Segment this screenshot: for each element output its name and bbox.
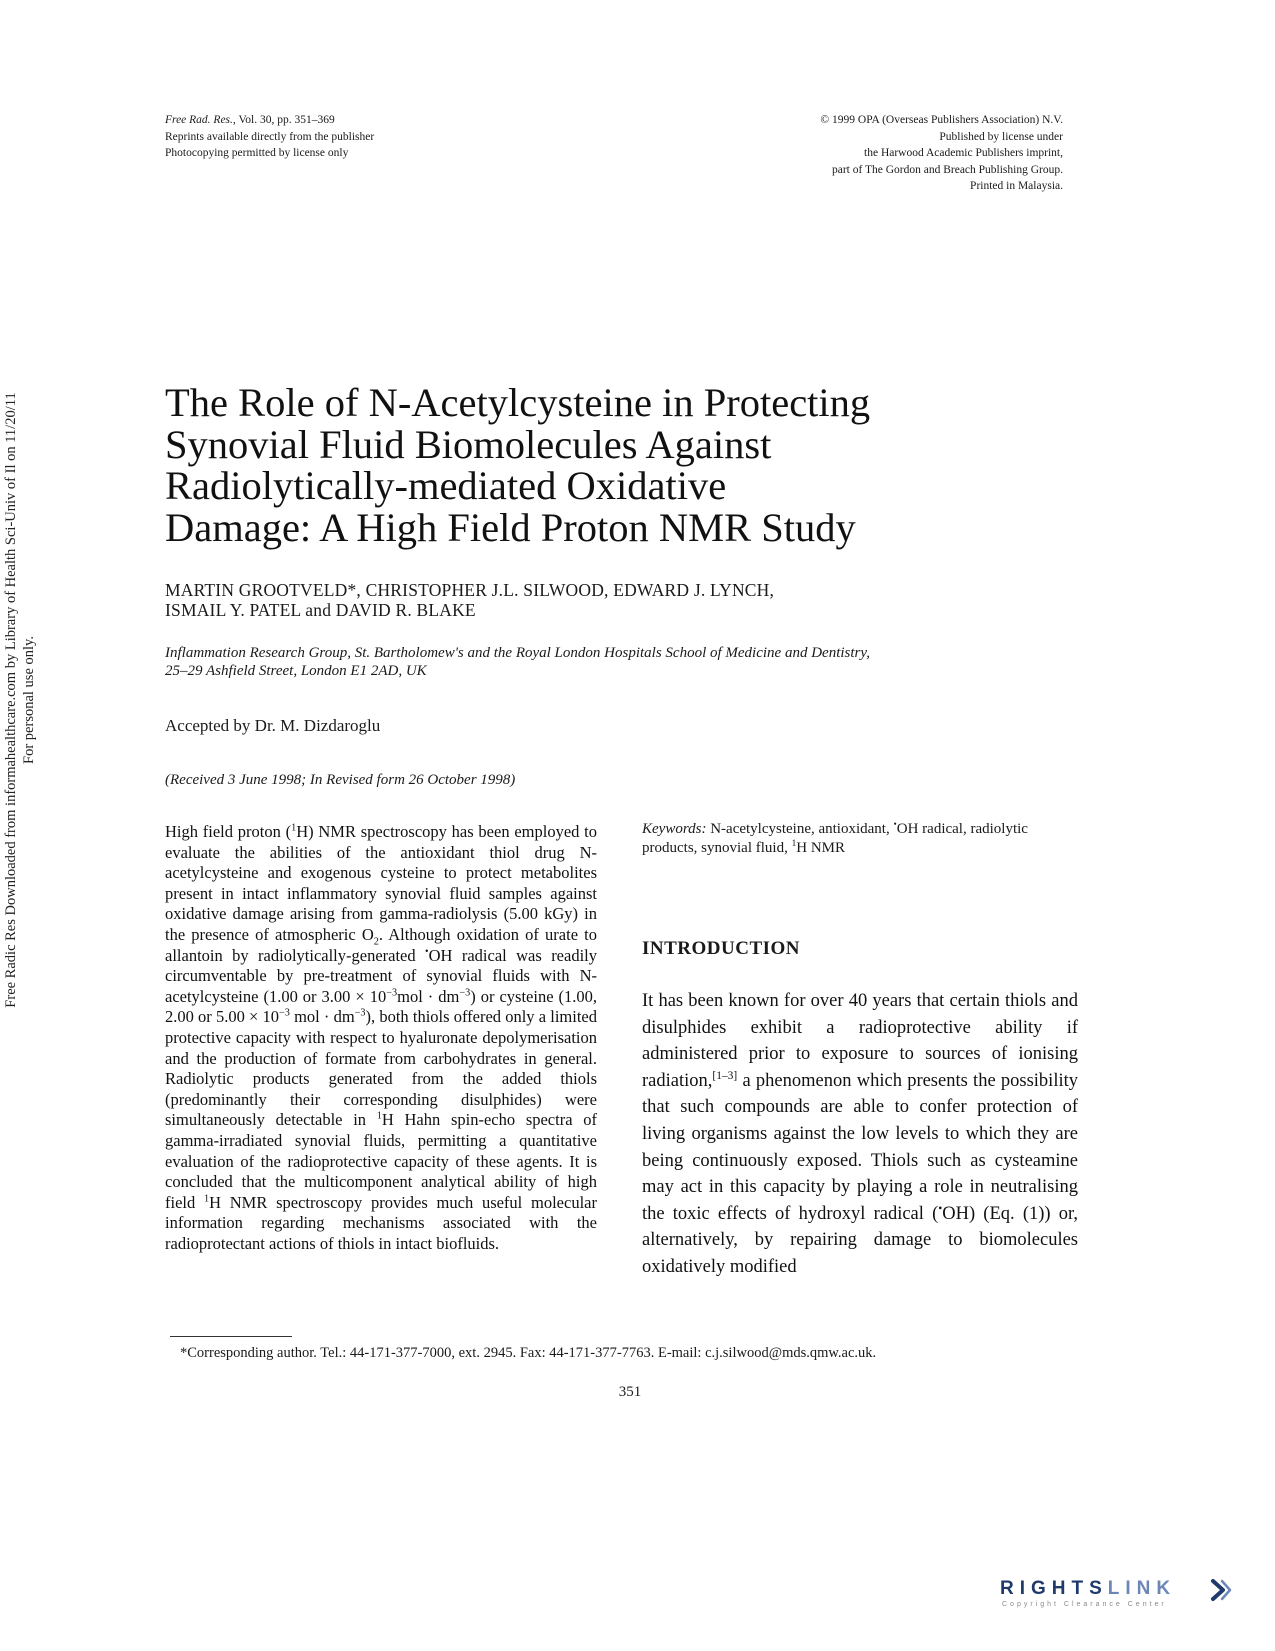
abstract-segment: H Hahn spin-echo spectra of gamma-irradiated synovial fluids, permitting a quantitative evaluation of the radioprotective capacity of these agents. It is concluded that the multicomponent analytical ability of high field: [165, 1110, 597, 1212]
section-heading-introduction: INTRODUCTION: [642, 938, 801, 959]
abstract-segment: OH radical was readily circumventable by pre-treatment of synovial fluids with N-acetylcysteine (1.00 or 3.00 × 10: [165, 945, 597, 1006]
superscript: −3: [279, 1007, 290, 1019]
copyright-block: [820, 112, 1063, 195]
intro-segment: OH) (Eq. (1)) or, alternatively, by repairing damage to biomolecules oxidatively modified: [642, 1203, 1079, 1277]
rightslink-arrow-icon: [1210, 1578, 1232, 1602]
abstract-segment: H NMR spectroscopy provides much useful molecular information regarding mechanisms associated with the radioprotectant actions of thiols in intact biofluids.: [165, 1192, 597, 1253]
title-line: Radiolytically-mediated Oxidative: [165, 463, 727, 508]
download-watermark: [2, 100, 46, 1300]
title-line: Synovial Fluid Biomolecules Against: [165, 421, 772, 467]
superscript: −3: [459, 987, 471, 999]
title-line: The Role of N-Acetylcysteine in Protecting: [165, 380, 871, 425]
corresponding-author-footnote: *Corresponding author. Tel.: 44-171-377-7000, ext. 2945. Fax: 44-171-377-7763. E-mail: c.j.silwood@mds.qmw.ac.uk.: [180, 1345, 877, 1361]
radical-dot: •: [893, 820, 897, 830]
abstract-text: [165, 822, 597, 1254]
download-watermark-line1: Free Radic Res Downloaded from informahealthcare.com by Library of Health Sci-Univ of Il on 11/20/11: [3, 392, 19, 1008]
superscript: −3: [386, 987, 398, 999]
printed-line: Printed in Malaysia.: [970, 180, 1063, 192]
intro-segment: a phenomenon which presents the possibility that such compounds are able to confer protection of living organisms against the low levels to which they are being continuously exposed. Thiols such as cysteamine may act in this capacity by playing a role in neutralising the toxic effects of hydroxyl radical (: [642, 1070, 1078, 1224]
abstract-segment: . Although oxidation of urate to allantoin by radiolytically-generated: [165, 924, 598, 965]
journal-name: Free Rad. Res.,: [165, 114, 236, 126]
logo-word-dark: RIGHTS: [1000, 1578, 1108, 1599]
superscript: 1: [791, 839, 797, 849]
keywords-label: Keywords:: [642, 821, 707, 837]
affiliation-line: 25–29 Ashfield Street, London E1 2AD, UK: [165, 663, 427, 679]
reprints-note: Reprints available directly from the publisher: [165, 130, 375, 143]
rightslink-logo[interactable]: [1000, 1578, 1232, 1618]
download-watermark-line2: For personal use only.: [21, 636, 37, 764]
abstract-segment: mol · dm: [289, 1007, 355, 1027]
title-line: Damage: A High Field Proton NMR Study: [165, 504, 856, 550]
intro-segment: It has been known for over 40 years that certain thiols and disulphides exhibit a radioprotective ability if administered prior to exposure to sources of ionising radiation,: [642, 991, 1078, 1091]
author-line: MARTIN GROOTVELD*, CHRISTOPHER J.L. SILWOOD, EDWARD J. LYNCH,: [165, 580, 775, 600]
abstract-segment: mol · dm: [397, 986, 460, 1006]
keywords-segment: N-acetylcysteine, antioxidant,: [706, 821, 894, 837]
keywords-segment: OH radical, radiolytic products, synovial fluid,: [642, 821, 1028, 856]
logo-word-light: LINK: [1107, 1578, 1177, 1599]
photocopy-note: Photocopying permitted by license only: [165, 147, 349, 159]
radical-dot: •: [425, 946, 429, 958]
superscript: 1: [203, 1193, 210, 1205]
citation-ref: [1–3]: [712, 1069, 738, 1082]
rightslink-wordmark: [1000, 1578, 1232, 1600]
page-number: 351: [618, 1384, 642, 1400]
author-list: [165, 580, 774, 620]
volume-pages: Vol. 30, pp. 351–369: [235, 114, 335, 126]
abstract-segment: H) NMR spectroscopy has been employed to evaluate the abilities of the antioxidant thiol drug N-acetylcysteine and exogenous cysteine to protect metabolites present in intact inflammatory synovial fluid samples against oxidative damage arising from gamma-radiolysis (5.00 kGy) in the presence of atmospheric O: [165, 822, 597, 944]
copyright-line: © 1999 OPA (Overseas Publishers Association) N.V.: [820, 114, 1063, 126]
affiliation-line: Inflammation Research Group, St. Bartholomew's and the Royal London Hospitals School of Medicine and Dentistry,: [165, 645, 870, 661]
license-line: Published by license under: [939, 130, 1063, 143]
journal-citation-block: [165, 112, 374, 162]
footnote-rule: [170, 1336, 292, 1337]
logo-subtitle: Copyright Clearance Center: [1002, 1601, 1167, 1608]
subscript: 2: [373, 936, 379, 948]
author-line: ISMAIL Y. PATEL and DAVID R. BLAKE: [165, 600, 476, 620]
article-title: [165, 382, 870, 548]
journal-citation: [165, 112, 374, 129]
received-dates: (Received 3 June 1998; In Revised form 26 October 1998): [165, 772, 516, 788]
imprint-line: the Harwood Academic Publishers imprint,: [864, 147, 1063, 159]
abstract-segment: High field proton (: [165, 822, 292, 841]
abstract-segment: ) or cysteine (1.00, 2.00 or 5.00 × 10: [165, 986, 598, 1027]
introduction-text: [642, 988, 1078, 1281]
accepted-by: Accepted by Dr. M. Dizdaroglu: [165, 716, 381, 735]
superscript: 1: [291, 822, 297, 834]
keywords: [642, 820, 1062, 858]
superscript: 1: [376, 1110, 382, 1122]
radical-dot: •: [938, 1202, 943, 1215]
group-line: part of The Gordon and Breach Publishing Group.: [831, 163, 1063, 176]
affiliation: [165, 644, 870, 680]
superscript: −3: [354, 1007, 366, 1019]
keywords-segment: H NMR: [796, 840, 845, 856]
abstract-segment: ), both thiols offered only a limited protective capacity with respect to hyaluronate depolymerisation and the production of formate from carbohydrates in general. Radiolytic products generated from the added thiols (predominantly their corresponding disulphides) were simultaneously detectable in: [165, 1007, 597, 1130]
